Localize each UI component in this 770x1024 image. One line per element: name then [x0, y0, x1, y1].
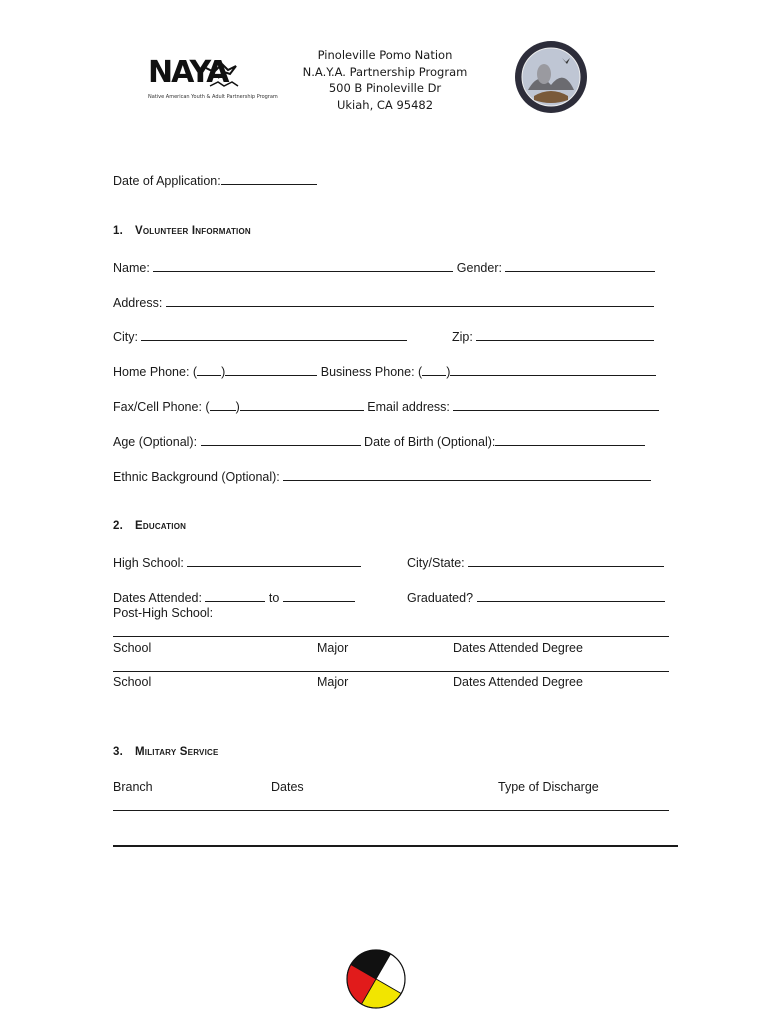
business-phone-field[interactable]: [450, 363, 656, 376]
section-number: 3.: [113, 746, 123, 758]
naya-logo-subtext: Native American Youth & Adult Partnership Program: [148, 94, 278, 100]
date-of-application-label: Date of Application:: [113, 174, 221, 188]
dob-field[interactable]: [495, 433, 645, 446]
gender-label: Gender:: [456, 261, 502, 275]
city-address: Ukiah, CA 95482: [336, 97, 434, 112]
address-label: Address:: [113, 296, 163, 310]
fax-cell-label: Fax/Cell Phone: (: [113, 400, 210, 414]
high-school-label: High School:: [113, 556, 184, 570]
school-label: School: [113, 675, 152, 689]
gender-field[interactable]: [505, 259, 655, 272]
name-field[interactable]: [153, 259, 453, 272]
zip-field[interactable]: [476, 328, 654, 341]
dates-attended-row: [113, 589, 355, 605]
medicine-wheel: [345, 948, 407, 1010]
business-phone-area-field[interactable]: [422, 363, 446, 376]
high-school-row: [113, 554, 361, 570]
section-number: 2.: [113, 520, 123, 532]
city-row: [113, 328, 407, 344]
program-name: N.A.Y.A. Partnership Program: [302, 64, 468, 79]
home-phone-area-field[interactable]: [197, 363, 221, 376]
name-label: Name:: [113, 261, 150, 275]
fax-email-row: [113, 398, 659, 414]
home-phone-field[interactable]: [225, 363, 317, 376]
tribal-seal: [514, 40, 588, 114]
paren-close: ): [221, 365, 226, 379]
fax-cell-field[interactable]: [240, 398, 364, 411]
age-dob-row: [113, 433, 645, 449]
branch-label: Branch: [113, 780, 153, 794]
post-high-school-row: [113, 675, 673, 689]
fax-area-field[interactable]: [210, 398, 236, 411]
email-label: Email address:: [367, 400, 450, 414]
name-row: [113, 259, 655, 275]
paren-close: ): [235, 400, 240, 414]
naya-logo-text: NAYA: [148, 55, 228, 90]
dates-from-field[interactable]: [205, 589, 265, 602]
naya-logo-icon: [148, 50, 278, 102]
medicine-wheel-icon: [345, 948, 407, 1010]
address-field[interactable]: [166, 294, 654, 307]
phone-row: [113, 363, 656, 379]
business-phone-label: Business Phone: (: [320, 365, 423, 379]
dates-to-field[interactable]: [283, 589, 355, 602]
major-label: Major: [317, 641, 349, 655]
city-state-row: [407, 554, 664, 570]
date-of-application-row: [113, 172, 317, 188]
major-label: Major: [317, 675, 349, 689]
post-high-school-label: Post-High School:: [113, 606, 214, 620]
street-address: 500 B Pinoleville Dr: [328, 81, 442, 95]
military-line-1[interactable]: [113, 810, 669, 811]
school-label: School: [113, 641, 152, 655]
ethnic-field[interactable]: [283, 468, 651, 481]
email-field[interactable]: [453, 398, 659, 411]
home-phone-label: Home Phone: (: [113, 365, 198, 379]
city-state-label: City/State:: [407, 556, 465, 570]
dob-label: Date of Birth (Optional):: [364, 435, 496, 449]
graduated-label: Graduated?: [407, 591, 474, 605]
city-field[interactable]: [141, 328, 407, 341]
section-volunteer-heading: [113, 225, 251, 237]
header-address: [270, 47, 500, 113]
section-education-heading: [113, 520, 186, 532]
discharge-label: Type of Discharge: [498, 780, 599, 794]
org-name: Pinoleville Pomo Nation: [317, 48, 453, 62]
ethnic-row: [113, 468, 651, 484]
military-line-2[interactable]: [113, 845, 678, 847]
city-label: City:: [113, 330, 138, 344]
ethnic-label: Ethnic Background (Optional):: [113, 470, 280, 484]
zip-row: [452, 328, 654, 344]
paren-close: ): [446, 365, 451, 379]
post-high-school-line-2[interactable]: [113, 671, 669, 672]
post-high-school-row: [113, 641, 673, 655]
address-row: [113, 294, 654, 310]
section-title: Education: [135, 520, 187, 532]
age-field[interactable]: [201, 433, 361, 446]
section-title: Military Service: [135, 746, 219, 758]
naya-logo: [148, 50, 278, 102]
high-school-field[interactable]: [187, 554, 361, 567]
dates-label: Dates: [271, 780, 304, 794]
age-label: Age (Optional):: [113, 435, 198, 449]
graduated-field[interactable]: [477, 589, 665, 602]
dates-attended-label: Dates Attended:: [113, 591, 202, 605]
city-state-field[interactable]: [468, 554, 664, 567]
graduated-row: [407, 589, 665, 605]
tribal-seal-icon: [514, 40, 588, 114]
military-row: [113, 780, 673, 794]
post-high-school-line-1[interactable]: [113, 636, 669, 637]
date-of-application-field[interactable]: [221, 172, 317, 185]
to-label: to: [268, 591, 280, 605]
dates-degree-label: Dates Attended Degree: [453, 641, 583, 655]
section-title: Volunteer Information: [135, 225, 251, 237]
dates-degree-label: Dates Attended Degree: [453, 675, 583, 689]
section-military-heading: [113, 746, 219, 758]
zip-label: Zip:: [452, 330, 473, 344]
section-number: 1.: [113, 225, 123, 237]
